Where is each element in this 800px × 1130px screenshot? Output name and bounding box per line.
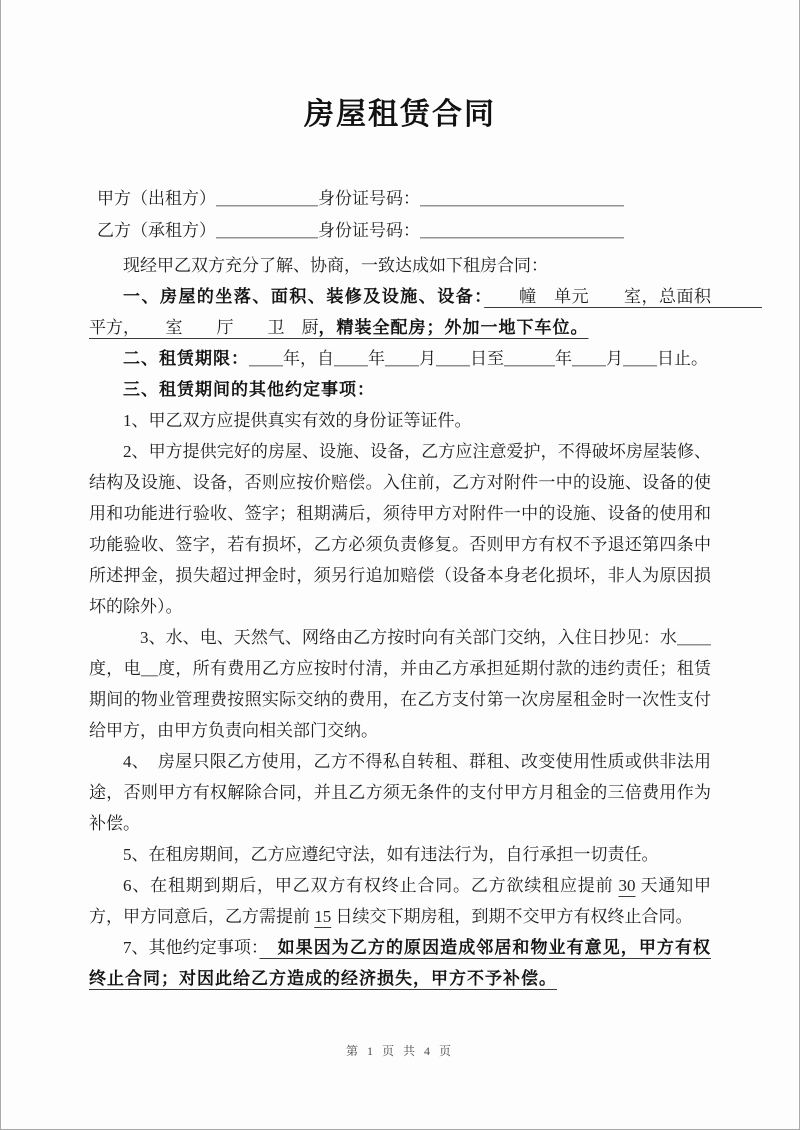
clause-3-item-5: 5、在租房期间，乙方应遵纪守法，如有违法行为，自行承担一切责任。 xyxy=(123,845,659,864)
item-6-text-pre: 6、在租期到期后，甲乙双方有权终止合同。乙方欲续租应提前 xyxy=(123,876,619,895)
clause-3-item-3: 3、水、电、天然气、网络由乙方按时向有关部门交纳，入住日抄见：水＿＿度，电＿度，所有费用乙方应按时付清，并由乙方承担延期付款的违约责任；租赁期间的物业管理费按照实际交纳的费用，在乙方支付第一次房屋租金时一次性支付给甲方，由甲方负责向相关部门交纳。 xyxy=(89,628,711,740)
clause-3-heading-paragraph xyxy=(89,374,711,405)
item-6-text-post: 日续交下期房租，到期不交甲方有权终止合同。 xyxy=(331,907,693,926)
clause-3-item-2: 2、甲方提供完好的房屋、设施、设备，乙方应注意爱护，不得破坏房屋装修、结构及设施、设备，否则应按价赔偿。入住前，乙方对附件一中的设施、设备的使用和功能进行验收、签字；租期满后，须待甲方对附件一中的设施、设备的使用和功能验收、签字，若有损坏，乙方必须负责修复。否则甲方有权不予退还第四条中所述押金，损失超过押金时，须另行追加赔偿（设备本身老化损坏，非人为原因损坏的除外）。 xyxy=(89,442,711,616)
party-b-row xyxy=(97,215,711,247)
party-a-row xyxy=(97,183,711,215)
clause-3-item-7 xyxy=(89,932,711,994)
party-a-name-blank: ＿＿＿＿＿＿ xyxy=(216,189,318,208)
clause-3-item-4: 4、 房屋只限乙方使用，乙方不得私自转租、群租、改变使用性质或供非法用途，否则甲方有权解除合同，并且乙方须无条件的支付甲方月租金的三倍费用作为补偿。 xyxy=(89,752,711,833)
page-number: 第 1 页 共 4 页 xyxy=(345,1044,454,1058)
party-a-id-label: 身份证号码： xyxy=(318,189,420,208)
clause-2-paragraph xyxy=(89,343,711,374)
party-b-id-label: 身份证号码： xyxy=(318,221,420,240)
item-6-notice-days-value: 30 xyxy=(618,876,636,895)
party-b-id-blank: ＿＿＿＿＿＿＿＿＿＿＿＿ xyxy=(420,221,624,240)
intro-paragraph: 现经甲乙双方充分了解、协商，一致达成如下租房合同： xyxy=(123,256,548,275)
clause-3-heading: 三、租赁期间的其他约定事项： xyxy=(123,380,375,399)
clause-1-fill-bold: ，精装全配房；外加一地下车位。 xyxy=(318,318,589,337)
clause-1-fill-blank: 幢 单元 室，总面积 平方， 室 厅 卫 厨 xyxy=(89,287,762,337)
clause-2-heading: 二、租赁期限： xyxy=(123,349,249,368)
parties-section xyxy=(89,183,711,247)
party-b-label: 乙方（承租方） xyxy=(97,221,216,240)
party-b-name-blank: ＿＿＿＿＿＿ xyxy=(216,221,318,240)
item-7-label: 7、其他约定事项： xyxy=(123,938,260,957)
item-6-renew-days-value: 15 xyxy=(314,907,332,926)
contract-body xyxy=(89,250,762,994)
clause-2-term-blanks: ＿＿年，自＿＿年＿＿月＿＿日至＿＿＿年＿＿月＿＿日止。 xyxy=(249,349,708,368)
clause-1-heading: 一、房屋的坐落、面积、装修及设施、设备： xyxy=(123,287,485,306)
clause-3-item-6 xyxy=(89,870,711,932)
clause-1-paragraph xyxy=(89,281,762,343)
party-a-id-blank: ＿＿＿＿＿＿＿＿＿＿＿＿ xyxy=(420,189,624,208)
party-a-label: 甲方（出租方） xyxy=(97,189,216,208)
clause-3-item-1: 1、甲乙双方应提供真实有效的身份证等证件。 xyxy=(123,411,472,430)
item-7-filled-content: 如果因为乙方的原因造成邻居和物业有意见，甲方有权终止合同；对因此给乙方造成的经济损失，甲方不予补偿。 xyxy=(89,938,712,988)
item-6-text-mid: 天通知甲方，甲方同意后，乙方需提前 xyxy=(89,876,712,926)
document-title: 房屋租赁合同 xyxy=(304,98,496,131)
